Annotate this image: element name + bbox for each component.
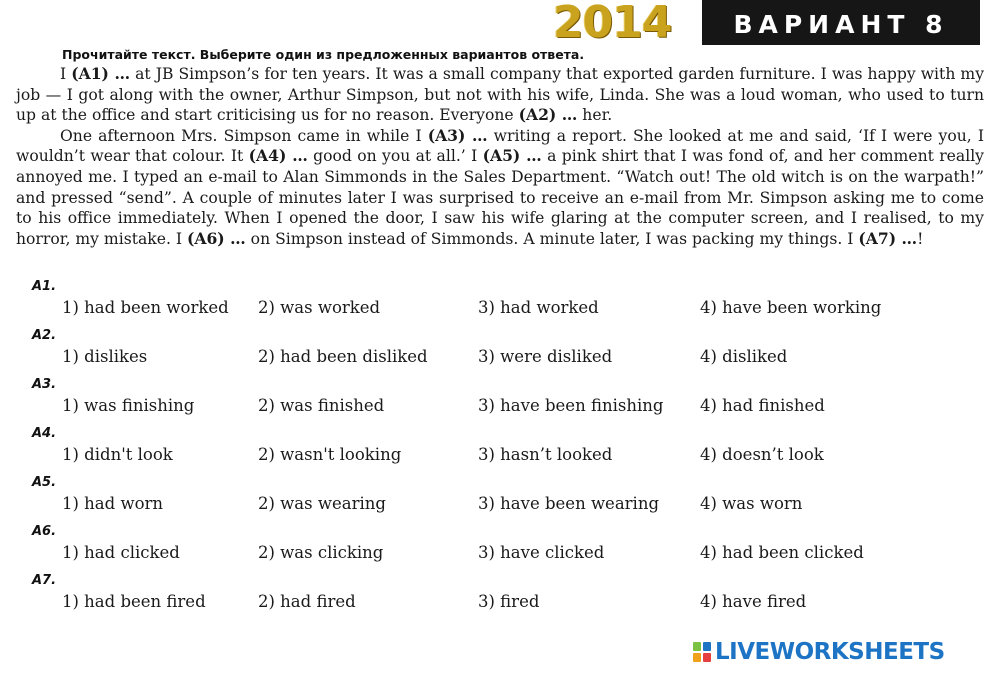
- answer-option[interactable]: 1) had clicked: [62, 543, 180, 562]
- answer-option[interactable]: 3) have been wearing: [478, 494, 660, 513]
- passage-text: One afternoon Mrs. Simpson came in while I: [60, 126, 428, 145]
- answer-option[interactable]: 2) wasn't looking: [258, 445, 402, 464]
- answer-option[interactable]: 2) had fired: [258, 592, 356, 611]
- passage-text: writing a report. She looked at me and said, ‘If I were you, I wouldn’t wear that colour. It: [16, 126, 984, 166]
- answer-option[interactable]: 1) had been worked: [62, 298, 229, 317]
- question-label-a6: A6.: [32, 524, 57, 539]
- gap-a6: (A6) …: [186, 228, 246, 248]
- passage-text: at JB Simpson’s for ten years. It was a small company that exported garden furniture. I was happy with my job — I got along with the owner, Arthur Simpson, but not with his wife, Linda. She was a loud woman, who used to turn up at the office and start criticising us for no reason. Everyone: [16, 65, 984, 125]
- gap-a7: (A7) …: [858, 228, 918, 248]
- passage-text: !: [917, 229, 924, 248]
- question-label-a1: A1.: [32, 279, 57, 294]
- answer-option[interactable]: 3) were disliked: [478, 347, 613, 366]
- passage: [16, 64, 984, 249]
- answer-option[interactable]: 2) was wearing: [258, 494, 386, 513]
- answer-option[interactable]: 1) had been fired: [62, 592, 206, 611]
- answer-option[interactable]: 3) hasn’t looked: [478, 445, 613, 464]
- gap-a5: (A5) …: [482, 146, 542, 166]
- logo-grid-icon: [693, 642, 711, 662]
- passage-text: on Simpson instead of Simmonds. A minute later, I was packing my things. I: [245, 229, 859, 248]
- passage-text: good on you at all.’ I: [307, 147, 483, 166]
- gap-a3: (A3) …: [427, 125, 488, 145]
- answer-option[interactable]: 1) was finishing: [62, 396, 195, 415]
- passage-paragraph-2: [16, 126, 984, 250]
- answer-option[interactable]: 1) had worn: [62, 494, 164, 513]
- variant-title: ВАРИАНТ 8: [702, 0, 980, 45]
- passage-paragraph-1: [16, 64, 984, 126]
- answer-option[interactable]: 4) disliked: [700, 347, 788, 366]
- gap-a1: (A1) …: [71, 64, 131, 83]
- instruction: Прочитайте текст. Выберите один из предложенных вариантов ответа.: [62, 47, 585, 62]
- answer-option[interactable]: 4) was worn: [700, 494, 803, 513]
- answer-option[interactable]: 3) have clicked: [478, 543, 605, 562]
- answer-option[interactable]: 4) doesn’t look: [700, 445, 824, 464]
- header-year: 2014: [553, 0, 672, 48]
- passage-text: a pink shirt that I was fond of, and her comment really annoyed me. I typed an e-mail to Alan Simmonds in the Sales Department. “Watch out! The old witch is on the warpath!” and pressed “send”. A couple of minutes later I was surprised to receive an e-mail from Mr. Simpson asking me to come to his office immediately. When I opened the door, I saw his wife glaring at the computer screen, and I realised, to my horror, my mistake. I: [16, 147, 984, 248]
- answer-option[interactable]: 4) had finished: [700, 396, 825, 415]
- answer-option[interactable]: 4) have fired: [700, 592, 807, 611]
- answer-option[interactable]: 2) had been disliked: [258, 347, 428, 366]
- answer-option[interactable]: 1) dislikes: [62, 347, 148, 366]
- question-label-a2: A2.: [32, 328, 57, 343]
- gap-a4: (A4) …: [248, 146, 308, 166]
- passage-text: I: [60, 65, 72, 83]
- answer-option[interactable]: 2) was clicking: [258, 543, 384, 562]
- answer-option[interactable]: 4) had been clicked: [700, 543, 864, 562]
- answer-option[interactable]: 3) have been finishing: [478, 396, 664, 415]
- answer-option[interactable]: 4) have been working: [700, 298, 882, 317]
- gap-a2: (A2) …: [518, 105, 578, 125]
- question-label-a7: A7.: [32, 573, 57, 588]
- liveworksheets-logo[interactable]: [693, 637, 945, 667]
- answer-option[interactable]: 2) was worked: [258, 298, 381, 317]
- question-label-a3: A3.: [32, 377, 57, 392]
- logo-text: LIVEWORKSHEETS: [715, 639, 945, 665]
- question-label-a4: A4.: [32, 426, 57, 441]
- answer-option[interactable]: 3) had worked: [478, 298, 599, 317]
- answer-option[interactable]: 2) was finished: [258, 396, 385, 415]
- answer-option[interactable]: 3) fired: [478, 592, 540, 611]
- question-label-a5: A5.: [32, 475, 57, 490]
- answer-option[interactable]: 1) didn't look: [62, 445, 173, 464]
- passage-text: her.: [577, 106, 613, 125]
